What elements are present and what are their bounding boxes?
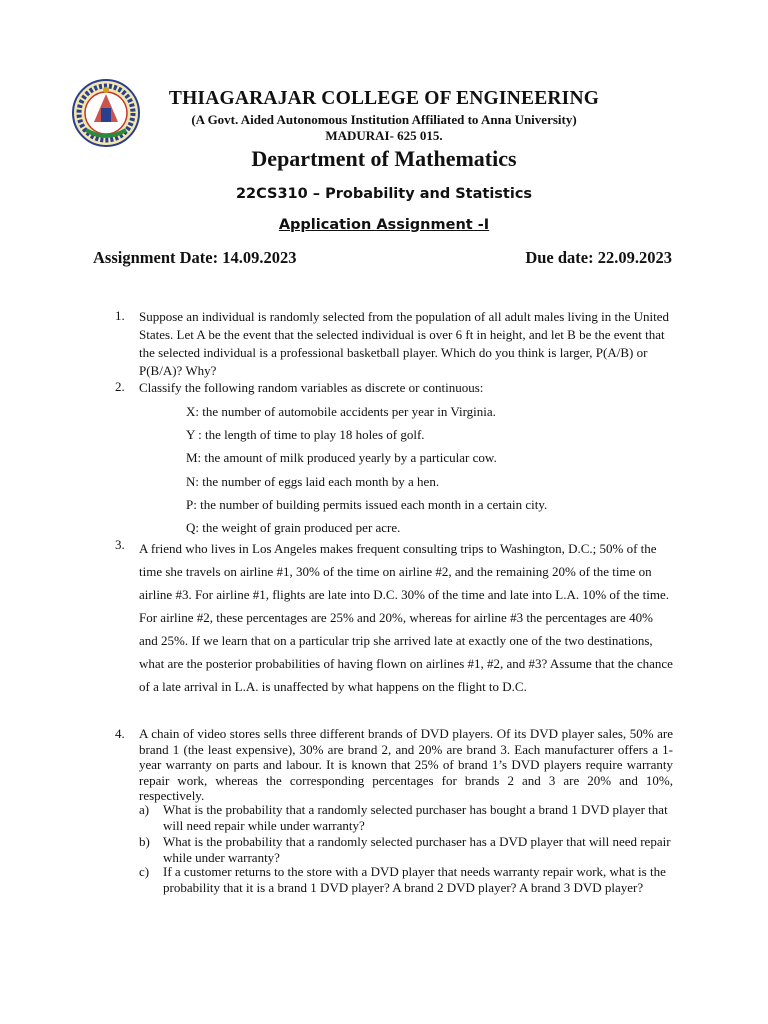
list-item: X: the number of automobile accidents per year in Virginia. — [186, 404, 496, 419]
question-text: Classify the following random variables as discrete or continuous: — [139, 380, 484, 395]
list-item: Q: the weight of grain produced per acre. — [186, 520, 401, 536]
random-variable-list — [186, 400, 547, 539]
list-item: Y : the length of time to play 18 holes of golf. — [186, 427, 425, 443]
subpart-text: What is the probability that a randomly selected purchaser has a DVD player that will need repair while under warranty? — [163, 834, 671, 865]
subpart-letter: c) — [139, 864, 150, 879]
college-name: THIAGARAJAR COLLEGE OF ENGINEERING — [168, 88, 600, 109]
assignment-title — [0, 217, 768, 233]
question-1 — [115, 308, 673, 380]
assignment-title-text: Application Assignment -I — [278, 217, 490, 233]
list-item: N: the number of eggs laid each month by a hen. — [186, 473, 440, 489]
question-number: 3. — [115, 537, 125, 552]
list-item: P: the number of building permits issued each month in a certain city. — [186, 496, 548, 512]
subpart-text: What is the probability that a randomly selected purchaser has bought a brand 1 DVD player that will need repair while under warranty? — [163, 802, 668, 833]
question-4 — [115, 726, 673, 804]
department-title: Department of Mathematics — [251, 146, 517, 171]
list-item: M: the amount of milk produced yearly by a particular cow. — [186, 450, 497, 466]
question-2 — [115, 379, 673, 397]
question-number: 4. — [115, 726, 125, 741]
course-title: 22CS310 – Probability and Statistics — [235, 186, 533, 202]
due-date: Due date: 22.09.2023 — [525, 248, 672, 267]
question-text: Suppose an individual is randomly selected from the population of all adult males living in the United States. Let A be the event that the selected individual is over 6 ft in height, and let B be the event that the selected individual is a professional basketball player. Which do you think is larger, P(A/B) or P(B/A)? Why? — [139, 309, 670, 378]
college-city: MADURAI- 625 015. — [325, 128, 443, 143]
question-number: 1. — [115, 308, 125, 323]
assignment-date: Assignment Date: 14.09.2023 — [93, 248, 297, 267]
question-text: A friend who lives in Los Angeles makes frequent consulting trips to Washington, D.C.; 50% of the time she travels on airline #1, 30% of the time on airline #2, and the remaining 20% of the time on airline #3. For airline #1, flights are late into D.C. 30% of the time and late into L.A. 10% of the time. For airline #2, these percentages are 25% and 20%, whereas for airline #3 the percentages are 40% and 25%. If we learn that on a particular trip she arrived late at exactly one of the two destinations, what are the posterior probabilities of having flown on airlines #1, #2, and #3? Assume that the chance of a late arrival in L.A. is unaffected by what happens on the flight to D.C. — [139, 541, 673, 694]
subpart-letter: a) — [139, 802, 150, 817]
subpart-c — [139, 864, 673, 895]
subpart-b — [139, 834, 673, 865]
subpart-text: If a customer returns to the store with a DVD player that needs warranty repair work, what is the probability that it is a brand 1 DVD player? A brand 2 DVD player? A brand 3 DVD player? — [163, 864, 666, 895]
subpart-a — [139, 802, 673, 833]
subpart-letter: b) — [139, 834, 150, 849]
college-subtitle: (A Govt. Aided Autonomous Institution Affiliated to Anna University) — [191, 112, 577, 127]
question-number: 2. — [115, 379, 125, 394]
question-3 — [115, 537, 673, 698]
question-text: A chain of video stores sells three different brands of DVD players. Of its DVD player sales, 50% are brand 1 (the least expensive), 30% are brand 2, and 20% are brand 3. Each manufacturer offers a 1-year warranty on parts and labour. It is known that 25% of brand 1’s DVD players require warranty repair work, whereas the corresponding percentages for brands 2 and 3 are 20% and 10%, respectively. — [139, 726, 673, 803]
